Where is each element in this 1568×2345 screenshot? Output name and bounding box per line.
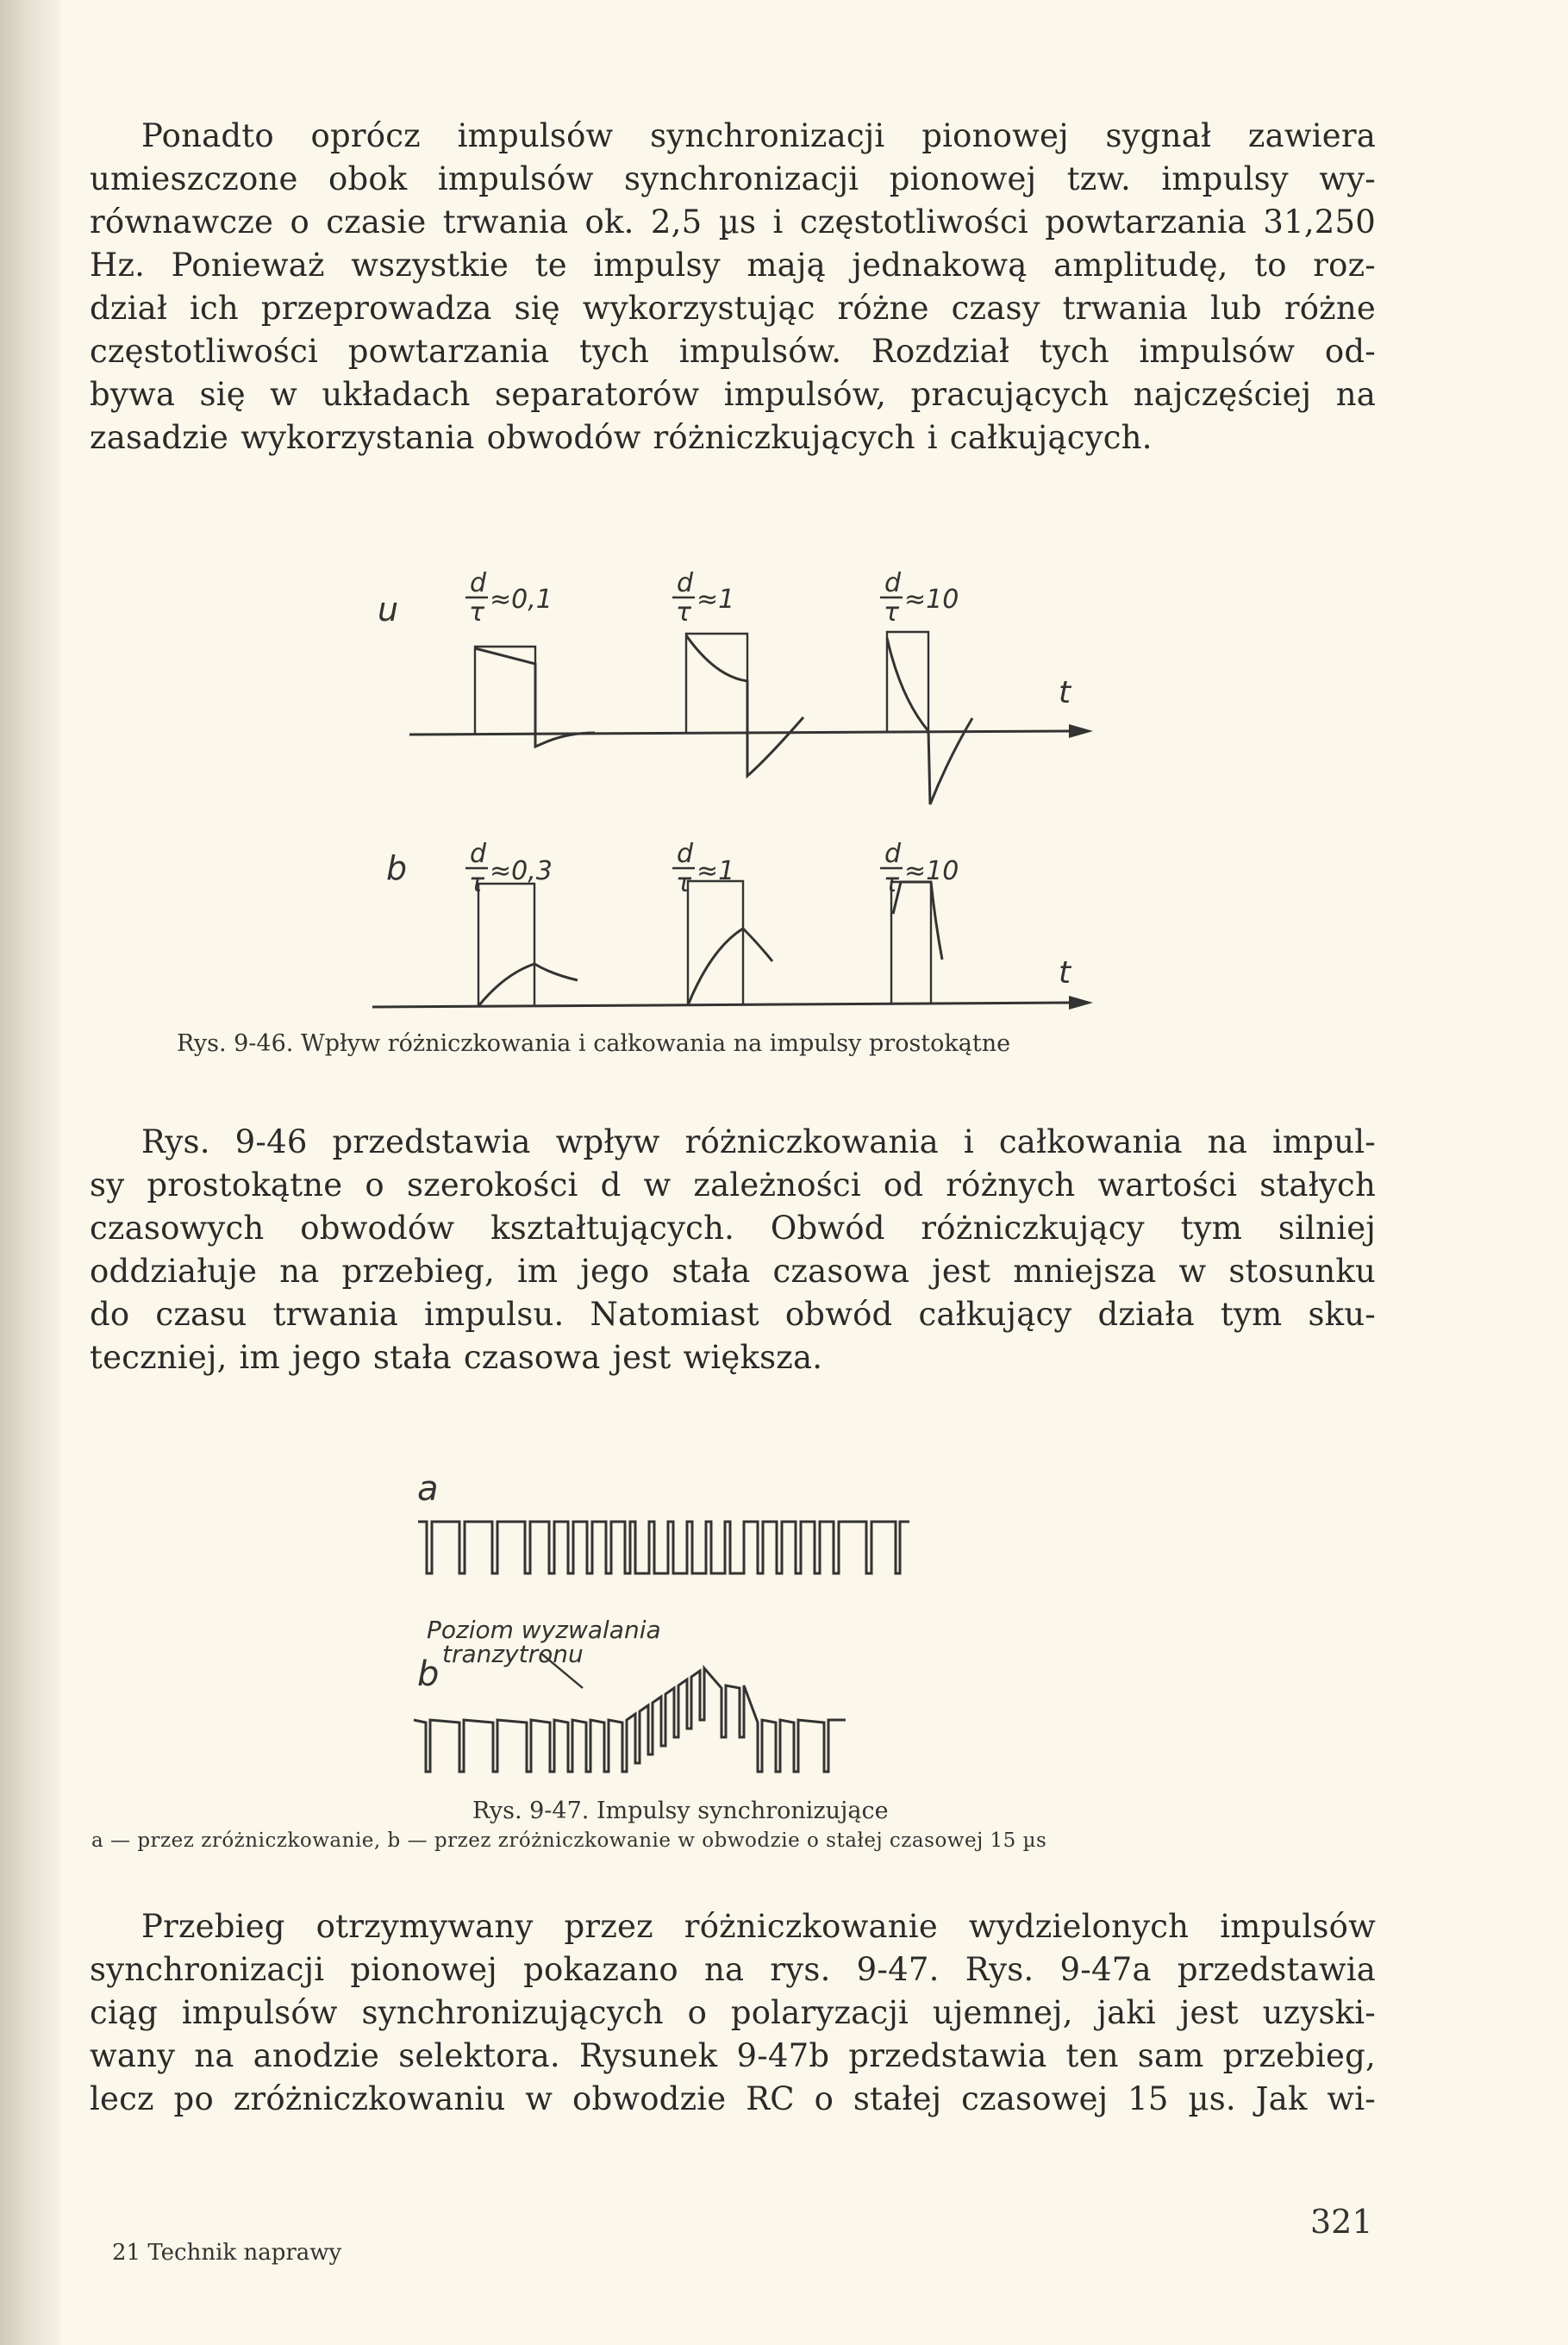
svg-text:d: d <box>884 568 902 598</box>
svg-text:≈10: ≈10 <box>904 585 959 615</box>
waveform-b-differentiated-pulses <box>414 1668 846 1772</box>
svg-text:d: d <box>677 568 694 598</box>
text-line: Rys. 9-46 przedstawia wpływ różniczkowania i całkowania na impul- <box>141 1123 1376 1160</box>
text-line: teczniej, im jego stała czasowa jest większa. <box>90 1339 823 1376</box>
svg-text:d: d <box>677 839 694 869</box>
text-line: bywa się w układach separatorów impulsów, pracujących najczęściej na <box>90 376 1376 413</box>
text-line: do czasu trwania impulsu. Natomiast obwód całkujący działa tym sku- <box>90 1296 1376 1333</box>
text-line: umieszczone obok impulsów synchronizacji pionowej tzw. impulsy wy- <box>90 160 1376 197</box>
text-line: czasowych obwodów kształtujących. Obwód różniczkujący tym silniej <box>90 1210 1376 1247</box>
annotation-trigger-level: Poziom wyzwalania <box>427 1616 661 1644</box>
figure-9-47-caption: Rys. 9-47. Impulsy synchronizujące <box>472 1798 889 1824</box>
svg-text:≈10: ≈10 <box>904 856 959 886</box>
row-a-label: u <box>378 591 399 628</box>
text-line: sy prostokątne o szerokości d w zależności od różnych wartości stałych <box>90 1166 1376 1204</box>
waveform-a-sync-pulses <box>418 1522 909 1573</box>
row-a-label: a <box>417 1469 439 1509</box>
svg-text:τ: τ <box>676 868 692 898</box>
svg-text:τ: τ <box>469 597 485 628</box>
figure-9-46-caption: Rys. 9-46. Wpływ różniczkowania i całkowania na impulsy prostokątne <box>177 1030 1011 1057</box>
svg-text:d: d <box>470 839 487 869</box>
text-line: Przebieg otrzymywany przez różniczkowanie wydzielonych impulsów <box>141 1908 1376 1945</box>
text-line: zasadzie wykorzystania obwodów różniczkujących i całkujących. <box>90 419 1153 456</box>
text-line: ciąg impulsów synchronizujących o polaryzacji ujemnej, jaki jest uzyski- <box>90 1994 1376 2031</box>
svg-text:τ: τ <box>884 597 900 628</box>
svg-text:d: d <box>884 839 902 869</box>
text-line: synchronizacji pionowej pokazano na rys. 9-47. Rys. 9-47a przedstawia <box>90 1951 1376 1988</box>
figure-9-47-subcaption: a — przez zróżniczkowanie, b — przez zróżniczkowanie w obwodzie o stałej czasowej 15 µs <box>91 1829 1047 1852</box>
svg-text:≈0,3: ≈0,3 <box>490 856 553 886</box>
svg-text:≈1: ≈1 <box>697 585 735 615</box>
svg-text:τ: τ <box>884 868 900 898</box>
svg-text:τ: τ <box>676 597 692 628</box>
text-line: wany na anodzie selektora. Rysunek 9-47b przedstawia ten sam przebieg, <box>90 2037 1376 2074</box>
page-number: 321 <box>1310 2203 1373 2241</box>
svg-text:d: d <box>470 568 487 598</box>
text-line: częstotliwości powtarzania tych impulsów. Rozdział tych impulsów od- <box>90 333 1376 370</box>
svg-text:τ: τ <box>469 868 485 898</box>
row-a-axis-label: t <box>1059 675 1071 710</box>
text-line: Ponadto oprócz impulsów synchronizacji pionowej sygnał zawiera <box>141 117 1376 154</box>
row-b-label: b <box>417 1654 440 1694</box>
text-line: dział ich przeprowadza się wykorzystując różne czasy trwania lub różne <box>90 290 1376 327</box>
paragraph-3 <box>90 1905 1376 2121</box>
text-line: równawcze o czasie trwania ok. 2,5 µs i częstotliwości powtarzania 31,250 <box>90 203 1376 241</box>
row-b-label: b <box>386 849 408 887</box>
text-line: lecz po zróżniczkowaniu w obwodzie RC o stałej czasowej 15 µs. Jak wi- <box>90 2080 1376 2117</box>
text-line: oddziałuje na przebieg, im jego stała czasowa jest mniejsza w stosunku <box>90 1253 1376 1290</box>
text-line: Hz. Ponieważ wszystkie te impulsy mają jednakową amplitudę, to roz- <box>90 247 1376 284</box>
row-b-axis-label: t <box>1059 955 1071 991</box>
annotation-tranzytron: tranzytronu <box>442 1640 584 1668</box>
printer-signature: 21 Technik naprawy <box>112 2240 342 2266</box>
svg-text:≈1: ≈1 <box>697 856 735 886</box>
svg-text:≈0,1: ≈0,1 <box>490 585 553 615</box>
